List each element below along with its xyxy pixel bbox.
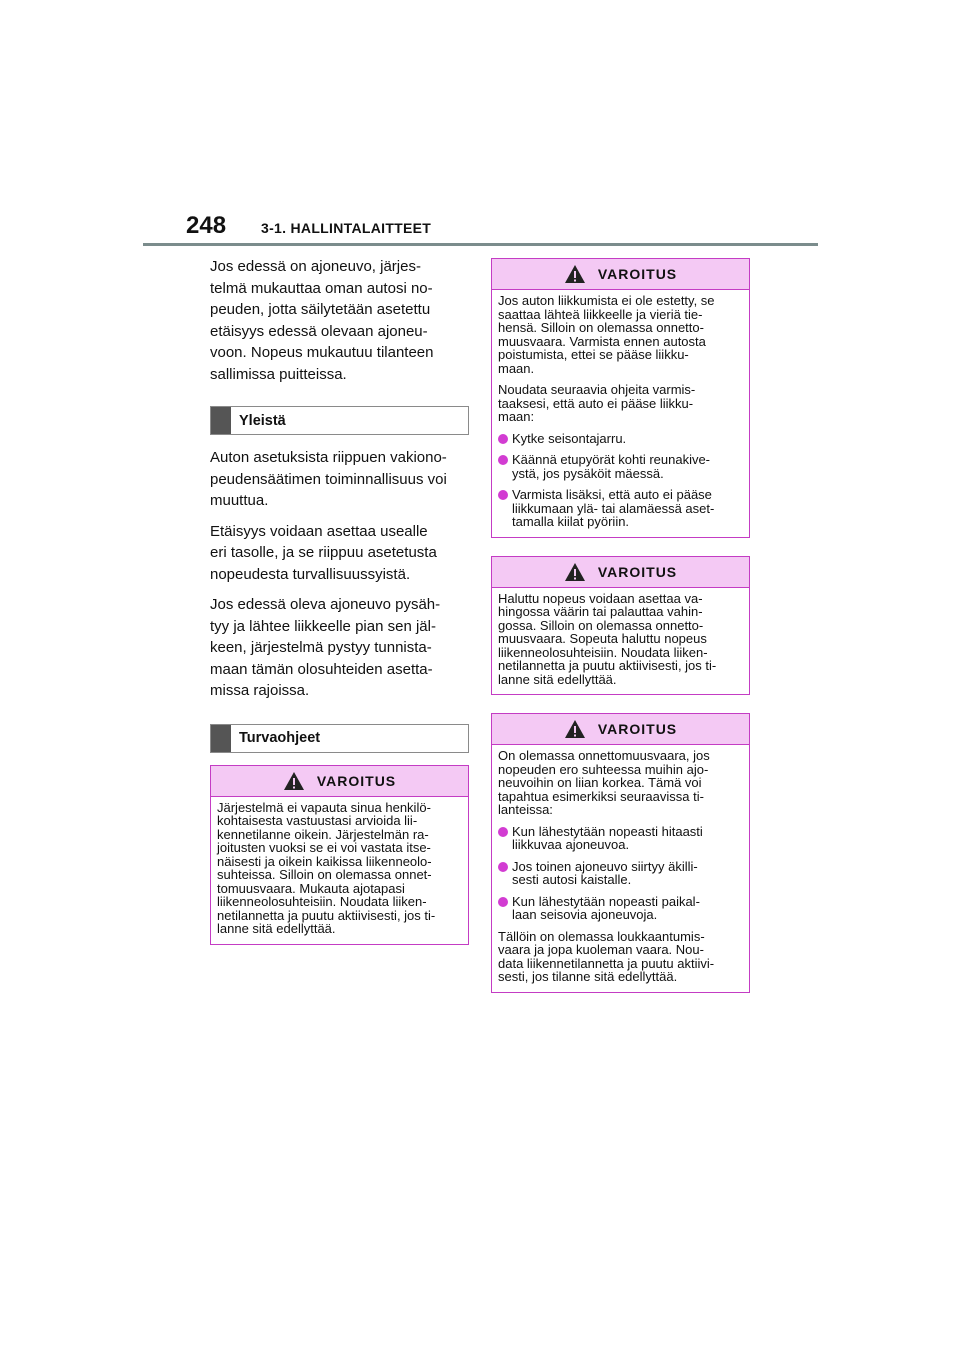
warning-header [492,259,749,290]
warning-text: Järjestelmä ei vapauta sinua henkilö- kohtaisesta vastuustasi arvioida lii- kennetilanne oikein. Järjestelmän ra- joitusten vuoksi se ei voi vastata itse- näisesti ja oikein kaikissa liikenneolo- suhteissa. Silloin on olemassa onnet- tomuusvaara. Mukauta ajotapasi liikenneolosuhteisiin. Noudata liiken- netilannetta ja puutu aktiivisesti, jos ti- lanne sitä edellyttää. [217,799,436,936]
list-item [498,825,743,852]
header-rule [143,243,818,246]
subheading-general [210,406,469,435]
warning-box [210,765,469,945]
subheading-label: Turvaohjeet [239,730,321,746]
list-item [498,432,743,446]
list-item-text: Kun lähestytään nopeasti hitaasti liikkuvaa ajoneuvoa. [512,823,703,852]
subheading-label: Yleistä [239,412,286,429]
list-item-text: Käännä etupyörät kohti reunakive- ystä, jos pysäköit mäessä. [512,452,711,481]
page-header [186,212,431,240]
list-item [498,453,743,480]
warning-triangle-icon [283,771,305,791]
warning-box [491,556,750,696]
warning-title: VAROITUS [316,772,397,789]
bullet-icon [498,897,508,907]
bullet-icon [498,862,508,872]
subheading-bar [211,407,231,434]
warning-triangle-icon [564,719,586,739]
warning-title: VAROITUS [597,563,678,580]
page-number: 248 [186,212,227,239]
paragraph: Etäisyys voidaan asettaa usealle eri tasolle, ja se riippuu asetetusta nopeudesta turvallisuussyistä. [210,522,437,583]
warning-text: On olemassa onnettomuusvaara, jos nopeuden ero suhteessa muihin ajo- neuvoihin on liian korkea. Tämä voi tapahtua esimerkiksi seuraavissa ti- lanteissa: [498,748,710,817]
warning-triangle-icon [564,562,586,582]
section-title: 3-1. HALLINTALAITTEET [261,220,432,236]
bullet-icon [498,827,508,837]
list-item [498,860,743,887]
warning-text: Haluttu nopeus voidaan asettaa va- hingossa väärin tai palauttaa vahin- gossa. Silloin on olemassa onnetto- muusvaara. Sopeuta haluttu nopeus liikenneolosuhteisiin. Noudata liiken- netilannetta ja puutu aktiivisesti, jos ti- lanne sitä edellyttää. [498,590,717,687]
bullet-icon [498,490,508,500]
warning-title: VAROITUS [597,721,678,737]
bullet-icon [498,455,508,465]
list-item-text: Kun lähestytään nopeasti paikal- laan seisovia ajoneuvoja. [512,893,700,922]
paragraph: Auton asetuksista riippuen vakiono- peudensäätimen toiminnallisuus voi muuttua. [210,449,447,509]
warning-triangle-icon [564,264,586,284]
subheading-bar [211,725,231,752]
warning-box [491,258,750,538]
left-column [210,256,469,945]
list-item-text: Kytke seisontajarru. [512,430,627,446]
paragraph: Jos edessä oleva ajoneuvo pysäh- tyy ja lähtee liikkeelle pian sen jäl- keen, järjestelmä pystyy tunnista- maan tämän olosuhteiden asetta- missa rajoissa. [210,596,441,699]
warning-text: Noudata seuraavia ohjeita varmis- taaksesi, että auto ei pääse liikku- maan: [498,382,696,424]
warning-header [211,766,468,797]
list-item-text: Jos toinen ajoneuvo siirtyy äkilli- sesti autosi kaistalle. [512,858,698,887]
intro-paragraph: Jos edessä on ajoneuvo, järjes- telmä mukauttaa oman autosi no- peuden, jotta säilytetään asetettu etäisyys edessä olevaan ajoneu- voon. Nopeus mukautuu tilanteen sallimissa puitteissa. [210,258,434,383]
warning-box [491,713,750,993]
warning-text: Tällöin on olemassa loukkaantumis- vaara ja jopa kuoleman vaara. Nou- data liikennetilannetta ja puutu aktiivi- sesti, jos tilanne sitä edellyttää. [498,928,715,984]
warning-header [492,714,749,745]
list-item-text: Varmista lisäksi, että auto ei pääse liikkumaan ylä- tai alamäessä aset- tamalla kiilat pyöriin. [512,487,715,529]
warning-title: VAROITUS [597,266,678,282]
list-item [498,488,743,529]
list-item [498,895,743,922]
subheading-safety [210,724,469,753]
warning-text: Jos auton liikkumista ei ole estetty, se saattaa lähteä liikkeelle ja vieriä tie- hensä. Silloin on olemassa onnetto- muusvaara. Varmista ennen autosta poistumista, ettei se pääse liikku- maan. [498,293,715,376]
bullet-icon [498,434,508,444]
right-column [491,258,750,993]
warning-header [492,557,749,588]
